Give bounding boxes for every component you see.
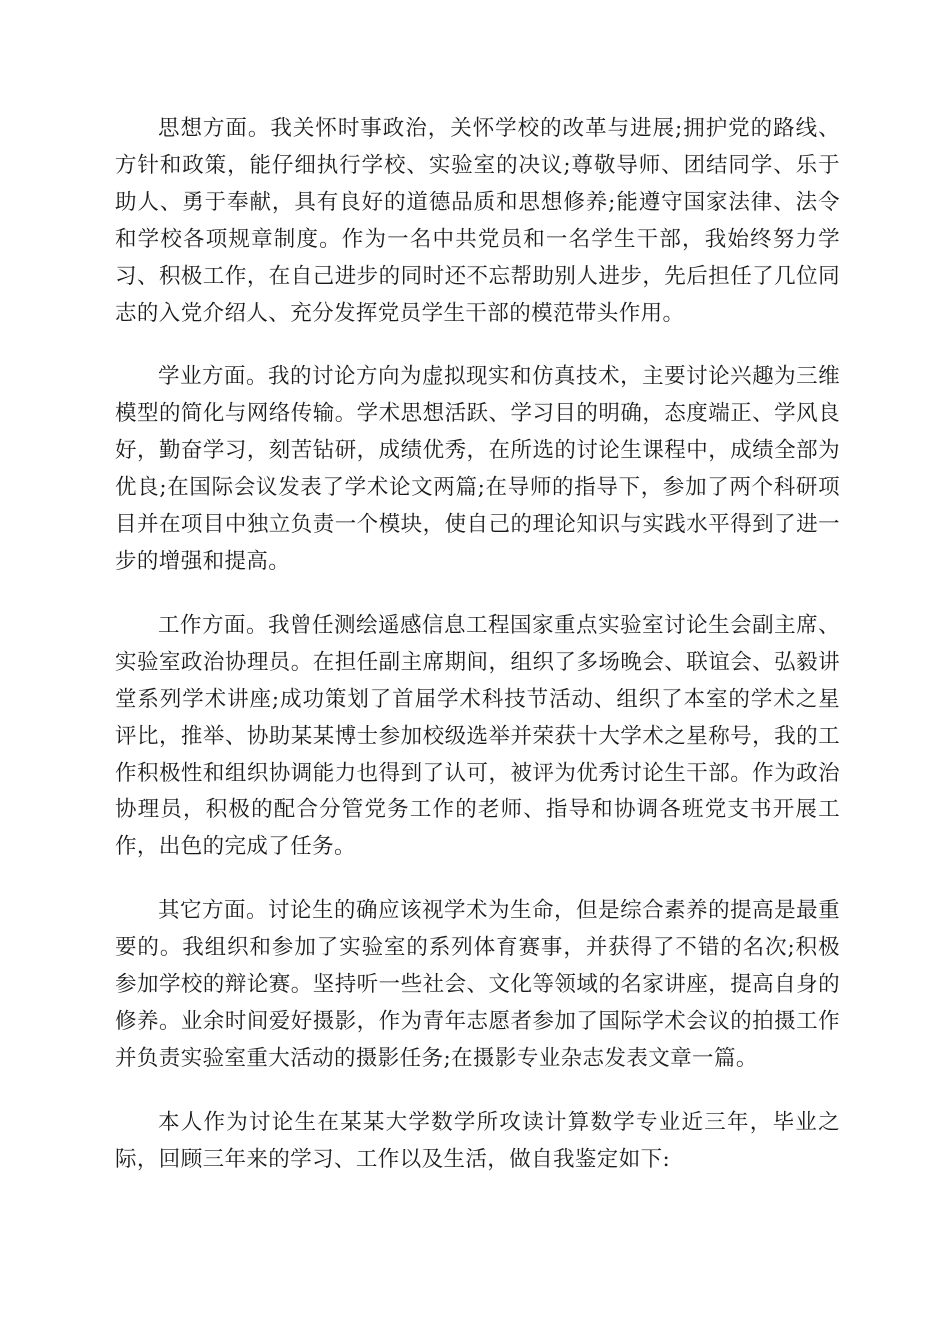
paragraph-work: 工作方面。我曾任测绘遥感信息工程国家重点实验室讨论生会副主席、实验室政治协理员。在担任副主席期间，组织了多场晚会、联谊会、弘毅讲堂系列学术讲座;成功策划了首届学术科技节活动、组织了本室的学术之星评比，推举、协助某某博士参加校级选举并荣获十大学术之星称号，我的工作积极性和组织协调能力也得到了认可，被评为优秀讨论生干部。作为政治协理员，积极的配合分管党务工作的老师、指导和协调各班党支书开展工作，出色的完成了任务。 [115,612,840,860]
paragraph-academics: 学业方面。我的讨论方向为虚拟现实和仿真技术，主要讨论兴趣为三维模型的简化与网络传输。学术思想活跃、学习目的明确，态度端正、学风良好，勤奋学习，刻苦钻研，成绩优秀，在所选的讨论生课程中，成绩全部为优良;在国际会议发表了学术论文两篇;在导师的指导下，参加了两个科研项目并在项目中独立负责一个模块，使自己的理论知识与实践水平得到了进一步的增强和提高。 [115,364,840,574]
paragraph-intro: 本人作为讨论生在某某大学数学所攻读计算数学专业近三年，毕业之际，回顾三年来的学习、工作以及生活，做自我鉴定如下: [115,1109,840,1172]
paragraph-other: 其它方面。讨论生的确应该视学术为生命，但是综合素养的提高是最重要的。我组织和参加了实验室的系列体育赛事，并获得了不错的名次;积极参加学校的辩论赛。坚持听一些社会、文化等领域的名家讲座，提高自身的修养。业余时间爱好摄影，作为青年志愿者参加了国际学术会议的拍摄工作并负责实验室重大活动的摄影任务;在摄影专业杂志发表文章一篇。 [115,898,840,1071]
paragraph-ideology: 思想方面。我关怀时事政治，关怀学校的改革与进展;拥护党的路线、方针和政策，能仔细执行学校、实验室的决议;尊敬导师、团结同学、乐于助人、勇于奉献，具有良好的道德品质和思想修养;能遵守国家法律、法令和学校各项规章制度。作为一名中共党员和一名学生干部，我始终努力学习、积极工作，在自己进步的同时还不忘帮助别人进步，先后担任了几位同志的入党介绍人、充分发挥党员学生干部的模范带头作用。 [115,116,840,326]
document-body [115,111,840,1206]
